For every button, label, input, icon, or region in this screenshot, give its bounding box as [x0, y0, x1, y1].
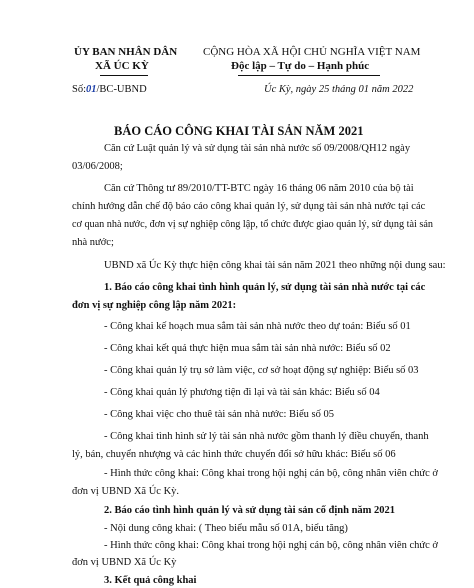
number-suffix: /BC-UBND: [96, 84, 147, 95]
section-2-heading: 2. Báo cáo tình hình quản lý và sử dụng tài sản cố định năm 2021: [104, 505, 396, 516]
section-1-heading-line1: 1. Báo cáo công khai tình hình quản lý, sử dụng tài sản nhà nước tại các: [104, 282, 426, 293]
basis-2-line4: nhà nước;: [72, 237, 114, 248]
section-3-heading: 3. Kết quả công khai: [104, 575, 197, 586]
section-2-item1: - Nội dung công khai: ( Theo biểu mẫu số 01A, biểu tăng): [104, 523, 348, 534]
section-1-item: - Công khai việc cho thuê tài sản nhà nước: Biểu số 05: [104, 409, 334, 420]
document-date: Úc Kỳ, ngày 25 tháng 01 năm 2022: [264, 84, 414, 95]
basis-1-line1: Căn cứ Luật quản lý và sử dụng tài sản nhà nước số 09/2008/QH12 ngày: [104, 143, 411, 154]
document-title: BÁO CÁO CÔNG KHAI TÀI SẢN NĂM 2021: [114, 124, 364, 138]
motto-underline: [238, 75, 380, 76]
document-number: [72, 84, 147, 95]
issuer-underline: [100, 75, 148, 76]
basis-1-line2: 03/06/2008;: [72, 161, 123, 172]
section-1-item: - Công khai kết quả thực hiện mua sắm tài sản nhà nước: Biểu số 02: [104, 343, 391, 354]
issuer-line1: ỦY BAN NHÂN DÂN: [74, 46, 178, 58]
basis-2-line1: Căn cứ Thông tư 89/2010/TT-BTC ngày 16 tháng 06 năm 2010 của bộ tài: [104, 183, 414, 194]
national-motto: Độc lập – Tự do – Hạnh phúc: [231, 60, 370, 72]
intro-paragraph: UBND xã Úc Kỳ thực hiện công khai tài sản năm 2021 theo những nội dung sau:: [104, 260, 446, 271]
section-1-item7-line1: - Hình thức công khai: Công khai trong hội nghị cán bộ, công nhân viên chức ở: [104, 468, 438, 479]
basis-2-line2: chính hướng dẫn chế độ báo cáo công khai quản lý, sử dụng tài sản nhà nước tại các: [72, 201, 426, 212]
section-1-item6-line1: - Công khai tình hình sử lý tài sản nhà nước gồm thanh lý điều chuyển, thanh: [104, 431, 429, 442]
basis-2-line3: cơ quan nhà nước, đơn vị sự nghiệp công lập, tổ chức được giao quản lý, sử dụng tài sản: [72, 219, 433, 230]
section-1-item: - Công khai quản lý trụ sở làm việc, cơ sở hoạt động sự nghiệp: Biểu số 03: [104, 365, 419, 376]
section-2-item2-line2: đơn vị UBND Xã Úc Kỳ: [72, 557, 177, 568]
handwritten-number: 01: [86, 84, 97, 95]
section-1-item: - Công khai kế hoạch mua sắm tài sản nhà nước theo dự toán: Biểu số 01: [104, 321, 411, 332]
section-1-heading-line2: đơn vị sự nghiệp công lập năm 2021:: [72, 300, 237, 311]
national-title: CỘNG HÒA XÃ HỘI CHỦ NGHĨA VIỆT NAM: [203, 46, 421, 58]
section-1-item7-line2: đơn vị UBND Xã Úc Kỳ.: [72, 486, 180, 497]
issuer-line2: XÃ ÚC KỲ: [95, 60, 149, 72]
section-2-item2-line1: - Hình thức công khai: Công khai trong hội nghị cán bộ, công nhân viên chức ở: [104, 540, 438, 551]
number-prefix: Số:: [72, 84, 87, 95]
section-1-item: - Công khai quản lý phương tiện đi lại và tài sản khác: Biểu số 04: [104, 387, 380, 398]
section-1-item6-line2: lý, bán, chuyển nhượng và các hình thức chuyển đổi sở hữu khác: Biểu số 06: [72, 449, 396, 460]
